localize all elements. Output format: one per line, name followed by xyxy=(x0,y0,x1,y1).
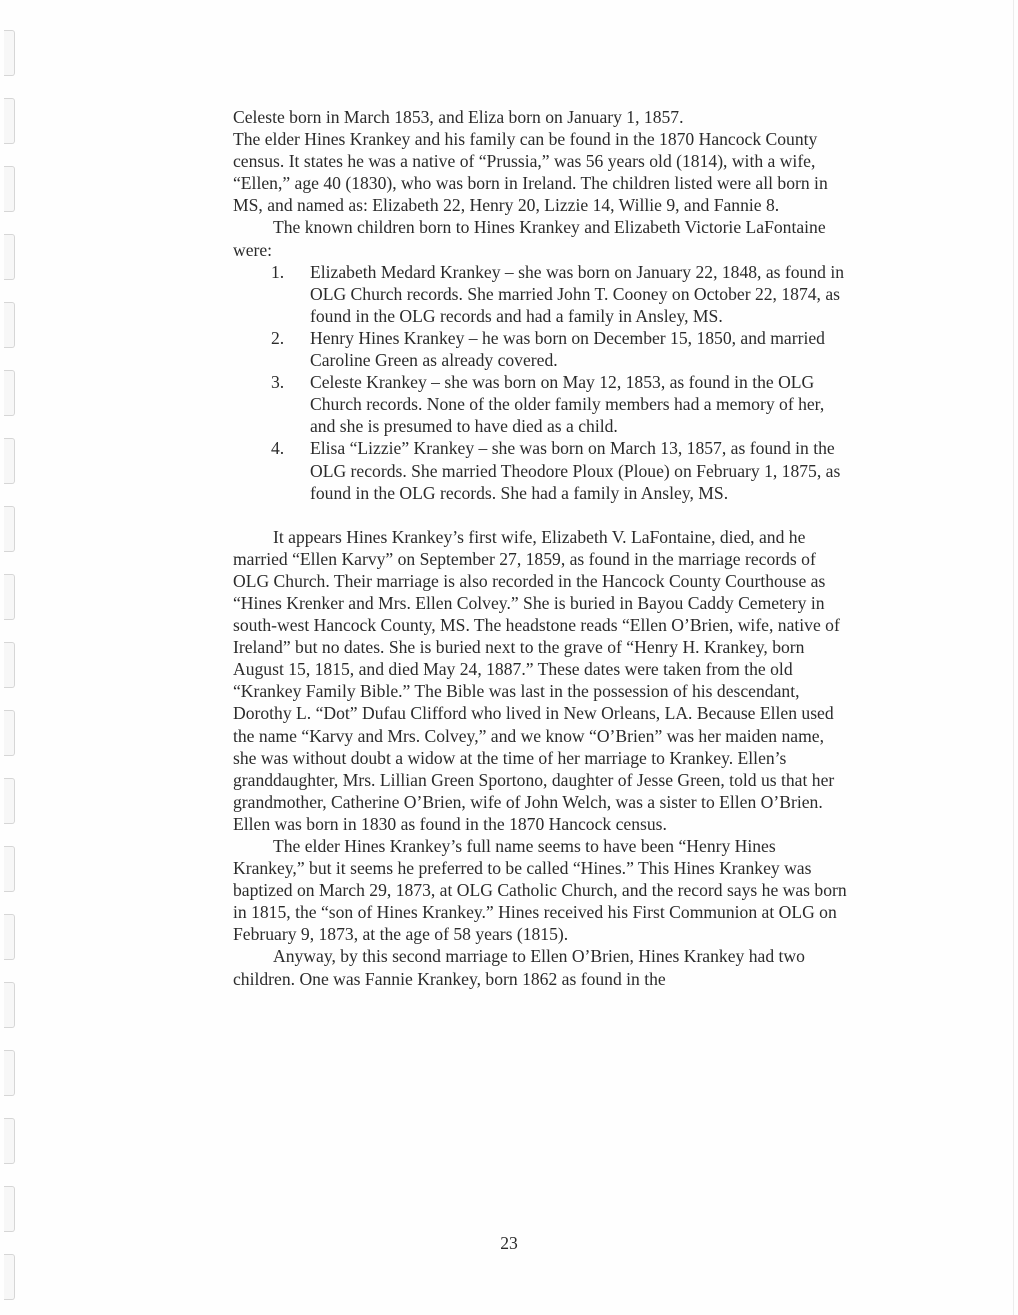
paragraph-gap xyxy=(233,504,848,526)
list-number: 3. xyxy=(271,372,285,393)
list-number: 1. xyxy=(271,261,285,282)
paragraph: The elder Hines Krankey and his family can be found in the 1870 Hancock County census. It states he was a native of “Prussia,” was 56 years old (1814), with a wife, “Ellen,” age 40 (1830), who was born in Ireland. The children listed were all born in MS, and named as: Elizabeth 22, Henry 20, Lizzie 14, Willie 9, and Fannie 8. xyxy=(233,129,828,216)
children-list xyxy=(233,261,848,504)
binder-hole xyxy=(4,1050,15,1096)
paragraph: The elder Hines Krankey’s full name seems to have been “Henry Hines Krankey,” but it seems he preferred to be called “Hines.” This Hines Krankey was baptized on March 29, 1873, at OLG Catholic Church, and the record says he was born in 1815, the “son of Hines Krankey.” Hines received his First Communion at OLG on February 9, 1873, at the age of 58 years (1815). xyxy=(233,836,847,945)
binder-hole xyxy=(4,1254,15,1300)
binder-hole xyxy=(4,302,15,348)
list-item xyxy=(233,327,848,371)
binder-hole xyxy=(4,370,15,416)
list-item xyxy=(233,371,848,437)
binder-hole xyxy=(4,506,15,552)
binder-hole xyxy=(4,574,15,620)
list-number: 4. xyxy=(271,438,285,459)
list-item xyxy=(233,437,848,503)
binder-hole xyxy=(4,1118,15,1164)
list-item-text: Henry Hines Krankey – he was born on December 15, 1850, and married Caroline Green as already covered. xyxy=(310,327,825,371)
binder-hole xyxy=(4,1186,15,1232)
list-item xyxy=(233,261,848,327)
binder-hole xyxy=(4,778,15,824)
binder-hole xyxy=(4,982,15,1028)
page-number: 23 xyxy=(500,1233,518,1253)
binder-hole xyxy=(4,710,15,756)
list-item-text: Elizabeth Medard Krankey – she was born on January 22, 1848, as found in OLG Church records. She married John T. Cooney on October 22, 1874, as found in the OLG records and had a family in Ansley, MS. xyxy=(310,261,845,326)
binder-hole xyxy=(4,642,15,688)
binder-hole xyxy=(4,846,15,892)
paragraph: The known children born to Hines Krankey and Elizabeth Victorie LaFontaine were: xyxy=(233,217,826,260)
binder-hole xyxy=(4,30,15,76)
body-text xyxy=(233,106,848,990)
binder-holes xyxy=(0,30,24,1300)
binder-hole xyxy=(4,438,15,484)
page-edge xyxy=(1013,0,1014,1315)
binder-hole xyxy=(4,98,15,144)
binder-hole xyxy=(4,166,15,212)
binder-hole xyxy=(4,234,15,280)
list-item-text: Elisa “Lizzie” Krankey – she was born on March 13, 1857, as found in the OLG records. She married Theodore Ploux (Ploue) on February 1, 1875, as found in the OLG records. She had a family in Ansley, MS. xyxy=(310,438,841,503)
binder-hole xyxy=(4,914,15,960)
paragraph: It appears Hines Krankey’s first wife, Elizabeth V. LaFontaine, died, and he married “Ellen Karvy” on September 27, 1859, as found in the marriage records of OLG Church. Their marriage is also recorded in the Hancock County Courthouse as “Hines Krenker and Mrs. Ellen Colvey.” She is buried in Bayou Caddy Cemetery in south-west Hancock County, MS. The headstone reads “Ellen O’Brien, wife, native of Ireland” but no dates. She is buried next to the grave of “Henry H. Krankey, born August 15, 1815, and died May 24, 1887.” These dates were taken from the old “Krankey Family Bible.” The Bible was last in the possession of his descendant, Dorothy L. “Dot” Dufau Clifford who lived in New Orleans, LA. Because Ellen used the name “Karvy and Mrs. Colvey,” and we know “O’Brien” was her maiden name, she was without doubt a widow at the time of her marriage to Krankey. Ellen’s granddaughter, Mrs. Lillian Green Sportono, daughter of Jesse Green, told us that her grandmother, Catherine O’Brien, wife of John Welch, was a sister to Ellen O’Brien. Ellen was born in 1830 as found in the 1870 Hancock census. xyxy=(233,526,840,834)
list-number: 2. xyxy=(271,327,285,348)
paragraph: Celeste born in March 1853, and Eliza born on January 1, 1857. xyxy=(233,107,684,127)
paragraph: Anyway, by this second marriage to Ellen O’Brien, Hines Krankey had two children. One was Fannie Krankey, born 1862 as found in the xyxy=(233,946,805,989)
list-item-text: Celeste Krankey – she was born on May 12, 1853, as found in the OLG Church records. None of the older family members had a memory of her, and she is presumed to have died as a child. xyxy=(310,372,825,437)
